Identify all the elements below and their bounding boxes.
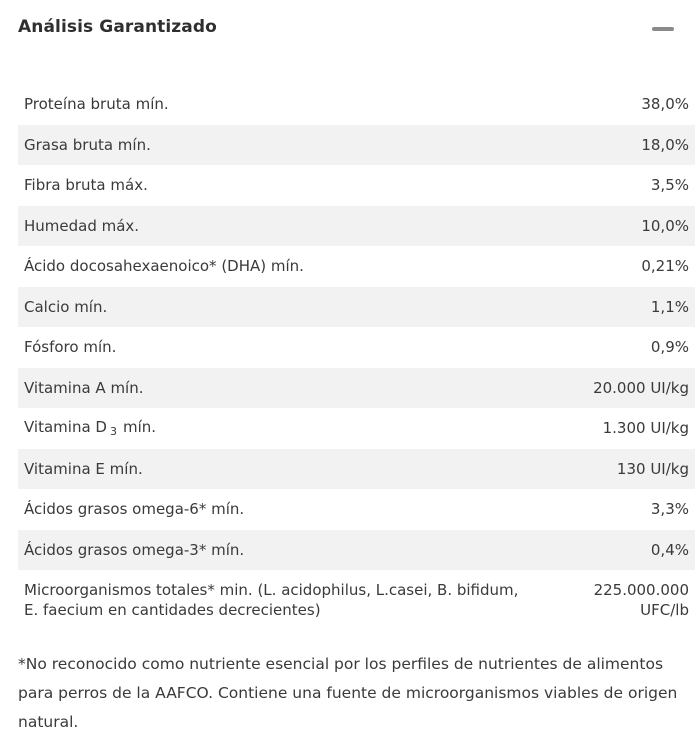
row-value: 0,4% xyxy=(650,540,689,559)
table-row xyxy=(18,206,695,247)
row-label: Calcio mín. xyxy=(24,297,108,316)
table-row xyxy=(18,408,695,449)
row-label: Proteína bruta mín. xyxy=(24,95,169,114)
table-row xyxy=(18,530,695,571)
collapse-button[interactable] xyxy=(652,27,676,33)
row-label: Vitamina A mín. xyxy=(24,378,144,397)
row-value: 1,1% xyxy=(650,297,689,316)
table-row xyxy=(18,449,695,490)
row-label: Grasa bruta mín. xyxy=(24,135,151,154)
row-label-suffix: mín. xyxy=(122,418,157,437)
row-value: 0,21% xyxy=(641,257,689,276)
row-label: Vitamina E mín. xyxy=(24,459,143,478)
row-label: Ácidos grasos omega-3* mín. xyxy=(24,540,245,559)
table-row xyxy=(18,570,695,630)
row-label: Ácido docosahexaenoico* (DHA) mín. xyxy=(24,257,304,276)
row-label-subscript: 3 xyxy=(109,425,117,439)
table-row xyxy=(18,165,695,206)
row-label: Ácidos grasos omega-6* mín. xyxy=(24,500,245,519)
row-value: 130 UI/kg xyxy=(616,459,689,478)
row-label xyxy=(24,418,603,438)
row-value: 20.000 UI/kg xyxy=(593,378,689,397)
row-value: 38,0% xyxy=(641,95,689,114)
row-value xyxy=(594,580,689,620)
row-value-line1: 225.000.000 xyxy=(593,581,689,599)
table-row xyxy=(18,287,695,328)
section-title: Análisis Garantizado xyxy=(18,17,217,37)
row-label: Microorganismos totales* min. (L. acidophilus, L.casei, B. bifidum, E. faecium en cantidades decrecientes) xyxy=(24,581,519,619)
footnote: *No reconocido como nutriente esencial por los perfiles de nutrientes de alimentos para perros de la AAFCO. Contiene una fuente de microorganismos viables de origen natural. xyxy=(18,655,678,731)
minus-icon xyxy=(652,27,674,31)
row-label: Fósforo mín. xyxy=(24,338,117,357)
table-row xyxy=(18,246,695,287)
table-row xyxy=(18,327,695,368)
table-row xyxy=(18,368,695,409)
row-value: 3,3% xyxy=(650,500,689,519)
guaranteed-analysis-table xyxy=(18,84,695,630)
row-label: Fibra bruta máx. xyxy=(24,176,148,195)
table-row xyxy=(18,125,695,166)
row-label-prefix: Vitamina D xyxy=(24,418,107,437)
row-value: 3,5% xyxy=(650,176,689,195)
row-value: 10,0% xyxy=(641,216,689,235)
row-label: Humedad máx. xyxy=(24,216,140,235)
row-value: 18,0% xyxy=(641,135,689,154)
row-value: 1.300 UI/kg xyxy=(602,419,689,438)
accordion-header[interactable] xyxy=(0,0,700,58)
row-value: 0,9% xyxy=(650,338,689,357)
table-row xyxy=(18,489,695,530)
row-value-line2: UFC/lb xyxy=(640,601,689,619)
table-row xyxy=(18,84,695,125)
